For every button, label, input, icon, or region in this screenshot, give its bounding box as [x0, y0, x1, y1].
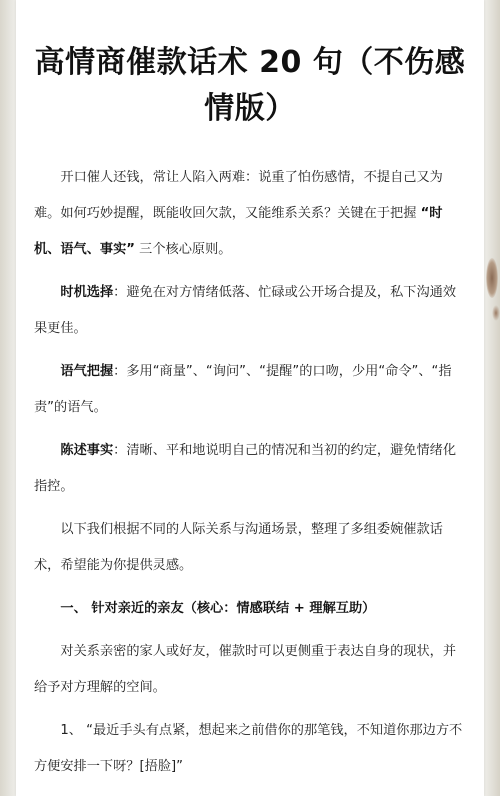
ink-stain-decoration-small	[492, 305, 500, 321]
article-body	[34, 160, 464, 792]
principle-label: 时机选择	[60, 285, 114, 300]
principle-label: 陈述事实	[60, 443, 114, 458]
section-heading: 一、 针对亲近的亲友（核心：情感联结 + 理解互助）	[60, 601, 376, 616]
principle-timing: 时机选择：避免在对方情绪低落、忙碌或公开场合提及，私下沟通效果更佳。	[34, 285, 457, 336]
intro-paragraph: 开口催人还钱，常让人陷入两难：说重了怕伤感情，不提自己又为难。如何巧妙提醒，既能收回欠款，又能维系关系？关键在于把握 “时机、语气、事实” 三个核心原则。	[34, 170, 443, 257]
title-line-2: 情版）	[204, 91, 296, 126]
paper-edge-right	[486, 0, 500, 796]
principle-label: 语气把握	[60, 364, 114, 379]
transition-paragraph: 以下我们根据不同的人际关系与沟通场景，整理了多组委婉催款话术，希望能为你提供灵感。	[34, 522, 443, 573]
title-line-1: 高情商催款话术 20 句（不伤感	[34, 45, 466, 80]
principle-facts: 陈述事实：清晰、平和地说明自己的情况和当初的约定，避免情绪化指控。	[34, 443, 457, 494]
paper-edge-left	[0, 0, 14, 796]
principle-tone: 语气把握：多用“商量”、“询问”、“提醒”的口吻，少用“命令”、“指责”的语气。	[34, 364, 452, 415]
section-description: 对关系亲密的家人或好友，催款时可以更侧重于表达自身的现状，并给予对方理解的空间。	[34, 644, 457, 695]
script-item-1: 1、 “最近手头有点紧，想起来之前借你的那笔钱，不知道你那边方不方便安排一下呀？[捂脸]”	[34, 723, 463, 774]
article-card	[16, 0, 484, 796]
intro-keywords: “时机、语气、事实”	[34, 206, 443, 257]
ink-stain-decoration	[486, 258, 498, 298]
article-title	[16, 40, 484, 132]
